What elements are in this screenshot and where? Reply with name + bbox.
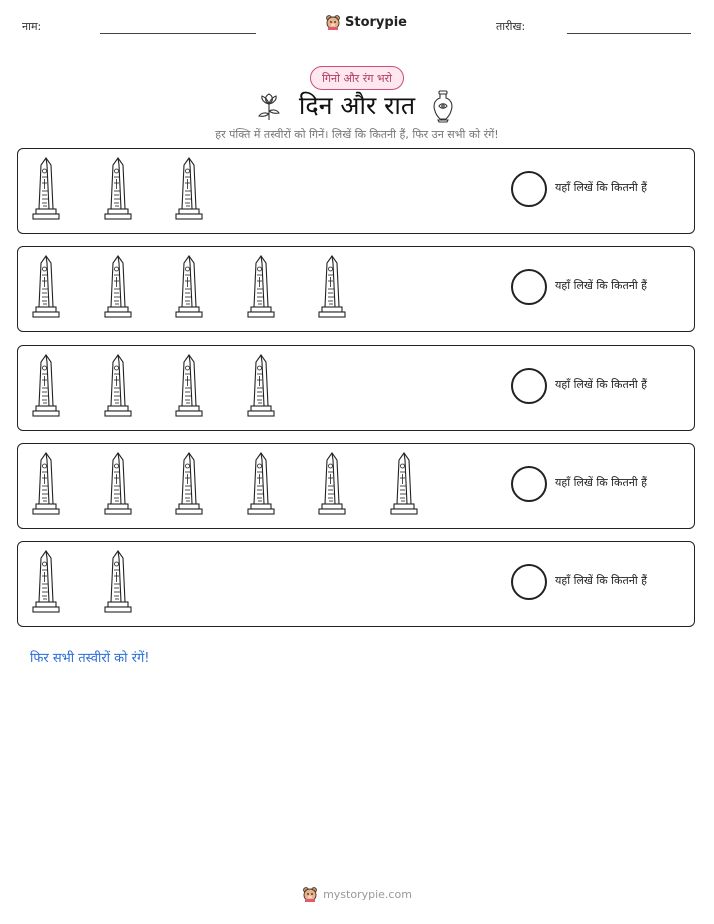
obelisk-icon [102,354,134,418]
bear-mascot-icon [302,886,318,902]
instruction-text: हर पंक्ति में तस्वीरों को गिनें। लिखें कि कितनी हैं, फिर उन सभी को रंगें! [215,128,499,141]
obelisk-icon [102,157,134,221]
answer-circle[interactable] [511,269,547,305]
obelisk-icon [30,354,62,418]
obelisk-icon [245,255,277,319]
date-line[interactable] [567,33,691,34]
counting-row [17,443,695,529]
obelisk-icon [102,452,134,516]
site-footer [0,886,714,902]
obelisk-icon [30,452,62,516]
write-count-label: यहाँ लिखें कि कितनी हैं [555,574,648,587]
write-count-label: यहाँ लिखें कि कितनी हैं [555,181,648,194]
name-line[interactable] [100,33,256,34]
activity-badge: गिनो और रंग भरो [310,66,404,90]
bear-mascot-icon [325,14,341,30]
footer-note: फिर सभी तस्वीरों को रंगें! [30,651,150,666]
obelisk-icon [316,255,348,319]
answer-circle[interactable] [511,171,547,207]
write-count-label: यहाँ लिखें कि कितनी हैं [555,476,648,489]
counting-row [17,148,695,234]
obelisk-icon [30,550,62,614]
write-count-label: यहाँ लिखें कि कितनी हैं [555,279,648,292]
storypie-logo [325,14,407,30]
logo-text: Storypie [345,14,407,30]
obelisk-icon [173,255,205,319]
write-count-label: यहाँ लिखें कि कितनी हैं [555,378,648,391]
obelisk-icon [173,157,205,221]
obelisk-icon [388,452,420,516]
answer-circle[interactable] [511,466,547,502]
counting-row [17,541,695,627]
vase-icon [430,89,456,123]
answer-circle[interactable] [511,564,547,600]
obelisk-icon [102,255,134,319]
page-title: दिन और रात [298,91,416,120]
obelisk-icon [30,255,62,319]
site-url: mystorypie.com [323,887,412,901]
obelisk-icon [245,452,277,516]
obelisk-icon [173,354,205,418]
date-label: तारीख: [496,20,526,33]
answer-circle[interactable] [511,368,547,404]
obelisk-icon [173,452,205,516]
counting-row [17,246,695,332]
obelisk-icon [30,157,62,221]
obelisk-icon [102,550,134,614]
counting-row [17,345,695,431]
obelisk-icon [245,354,277,418]
name-label: नाम: [22,20,42,33]
obelisk-icon [316,452,348,516]
